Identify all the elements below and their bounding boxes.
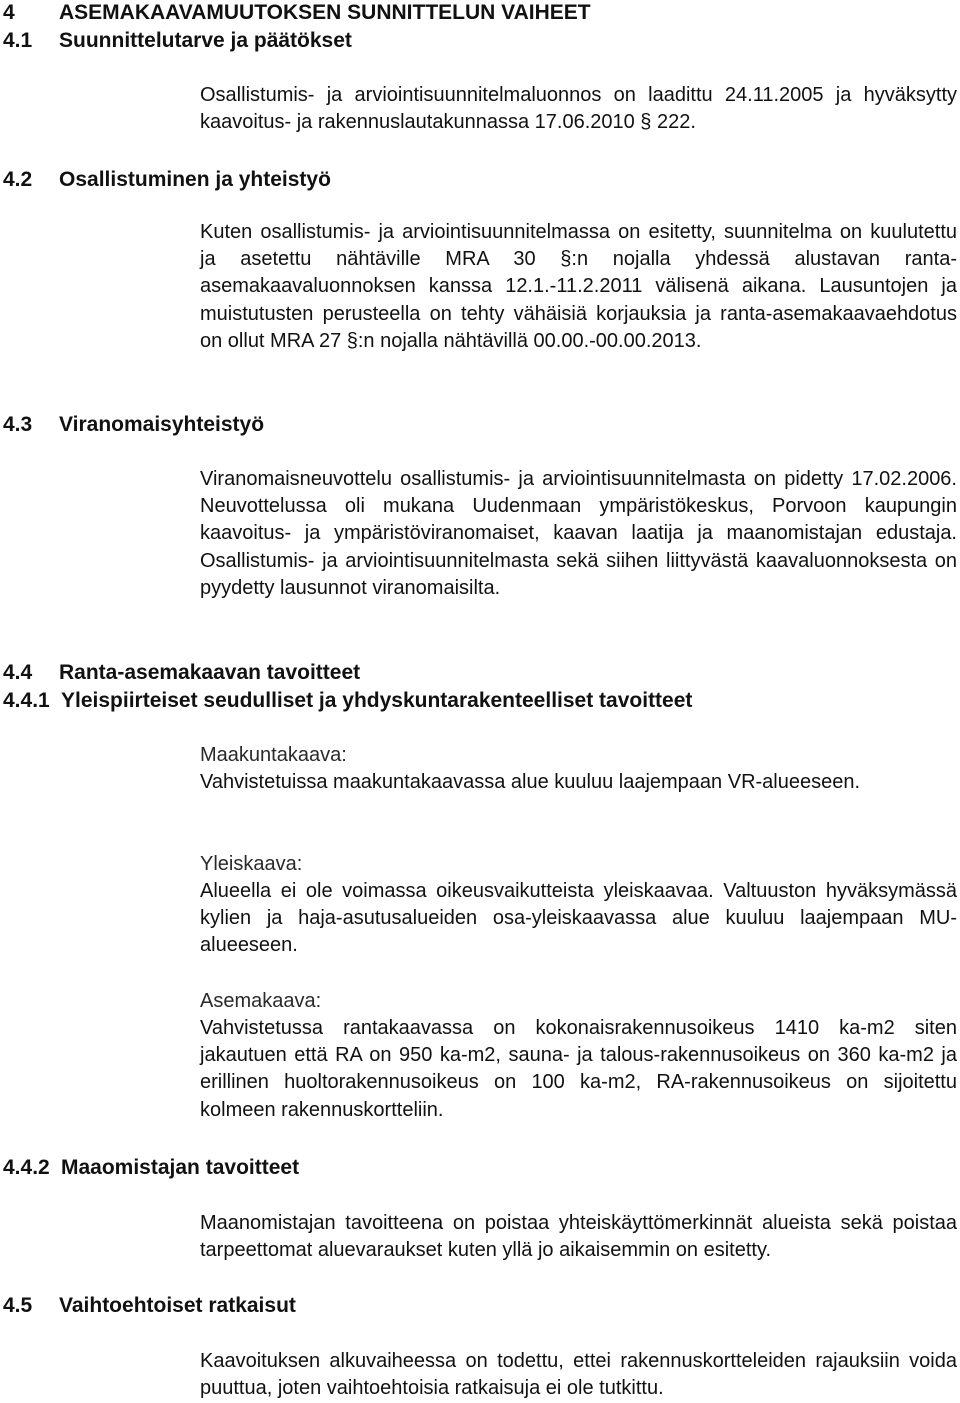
section-heading-4-4-1: [3, 688, 692, 714]
yleiskaava-text: Alueella ei ole voimassa oikeusvaikutteista yleiskaavaa. Valtuuston hyväksymässä kylien ja haja-asutusalueiden osa-yleiskaavassa alue kuuluu laajempaan MU-alueeseen.: [200, 880, 957, 957]
section-title: Ranta-asemakaavan tavoitteet: [59, 661, 361, 684]
paragraph-4-1: Osallistumis- ja arviointisuunnitelmaluonnos on laadittu 24.11.2005 ja hyväksytty kaavoitus- ja rakennuslautakunnassa 17.06.2010 § 222.: [200, 84, 957, 134]
section-heading-4-2: [3, 167, 331, 193]
section-title: Maaomistajan tavoitteet: [61, 1156, 300, 1179]
section-title: Yleispiirteiset seudulliset ja yhdyskuntarakenteelliset tavoitteet: [61, 689, 693, 712]
section-number: 4.4.1: [3, 689, 50, 712]
section-number: 4.4: [3, 661, 33, 684]
section-number: 4: [3, 1, 15, 24]
maakuntakaava-text: Vahvistetuissa maakuntakaavassa alue kuuluu laajempaan VR-alueeseen.: [200, 771, 861, 793]
section-heading-4-4: [3, 660, 360, 686]
section-number: 4.1: [3, 29, 33, 52]
section-heading-4-5: [3, 1293, 296, 1319]
section-heading-4-1: [3, 28, 352, 54]
section-heading-4-3: [3, 412, 264, 438]
section-title: ASEMAKAAVAMUUTOKSEN SUNNITTELUN VAIHEET: [59, 1, 591, 24]
paragraph-4-2: Kuten osallistumis- ja arviointisuunnitelmassa on esitetty, suunnitelma on kuulutettu ja asetettu nähtäville MRA 30 §:n nojalla yhdessä alustavan ranta-asemakaavaluonnoksen kanssa 12.1.-11.2.2011 välisenä aikana. Lausuntojen ja muistutusten perusteella on tehty vähäisiä korjauksia ja ranta-asemakaavaehdotus on ollut MRA 27 §:n nojalla nähtävillä 00.00.-00.00.2013.: [200, 221, 957, 352]
paragraph-4-3: Viranomaisneuvottelu osallistumis- ja arviointisuunnitelmasta on pidetty 17.02.2006. Neuvottelussa oli mukana Uudenmaan ympäristökeskus, Porvoon kaupungin kaavoitus- ja ympäristöviranomaiset, kaavan laatija ja maanomistajan edustaja. Osallistumis- ja arviointisuunnitelmasta sekä siihen liittyvästä kaavaluonnoksesta on pyydetty lausunnot viranomaisilta.: [200, 468, 957, 599]
section-number: 4.4.2: [3, 1156, 50, 1179]
section-number: 4.5: [3, 1294, 33, 1317]
section-number: 4.3: [3, 413, 33, 436]
section-title: Suunnittelutarve ja päätökset: [59, 29, 352, 52]
section-title: Viranomaisyhteistyö: [59, 413, 265, 436]
section-heading-4: [3, 0, 591, 26]
paragraph-4-5: Kaavoituksen alkuvaiheessa on todettu, ettei rakennuskortteleiden rajauksiin voida puuttua, joten vaihtoehtoisia ratkaisuja ei ole tutkittu.: [200, 1350, 957, 1400]
asemakaava-label: Asemakaava:: [200, 990, 322, 1012]
yleiskaava-label: Yleiskaava:: [200, 853, 303, 875]
maakuntakaava-label: Maakuntakaava:: [200, 744, 347, 766]
paragraph-4-4-2: Maanomistajan tavoitteena on poistaa yhteiskäyttömerkinnät alueista sekä poistaa tarpeettomat aluevaraukset kuten yllä jo aikaisemmin on esitetty.: [200, 1212, 957, 1262]
section-heading-4-4-2: [3, 1155, 299, 1181]
section-number: 4.2: [3, 168, 33, 191]
section-title: Osallistuminen ja yhteistyö: [59, 168, 331, 191]
section-title: Vaihtoehtoiset ratkaisut: [59, 1294, 296, 1317]
asemakaava-text: Vahvistetussa rantakaavassa on kokonaisrakennusoikeus 1410 ka-m2 siten jakautuen että RA on 950 ka-m2, sauna- ja talous-rakennusoikeus on 360 ka-m2 ja erillinen huoltorakennusoikeus on 100 ka-m2, RA-rakennusoikeus on sijoitettu kolmeen rakennuskortteliin.: [200, 1017, 957, 1121]
